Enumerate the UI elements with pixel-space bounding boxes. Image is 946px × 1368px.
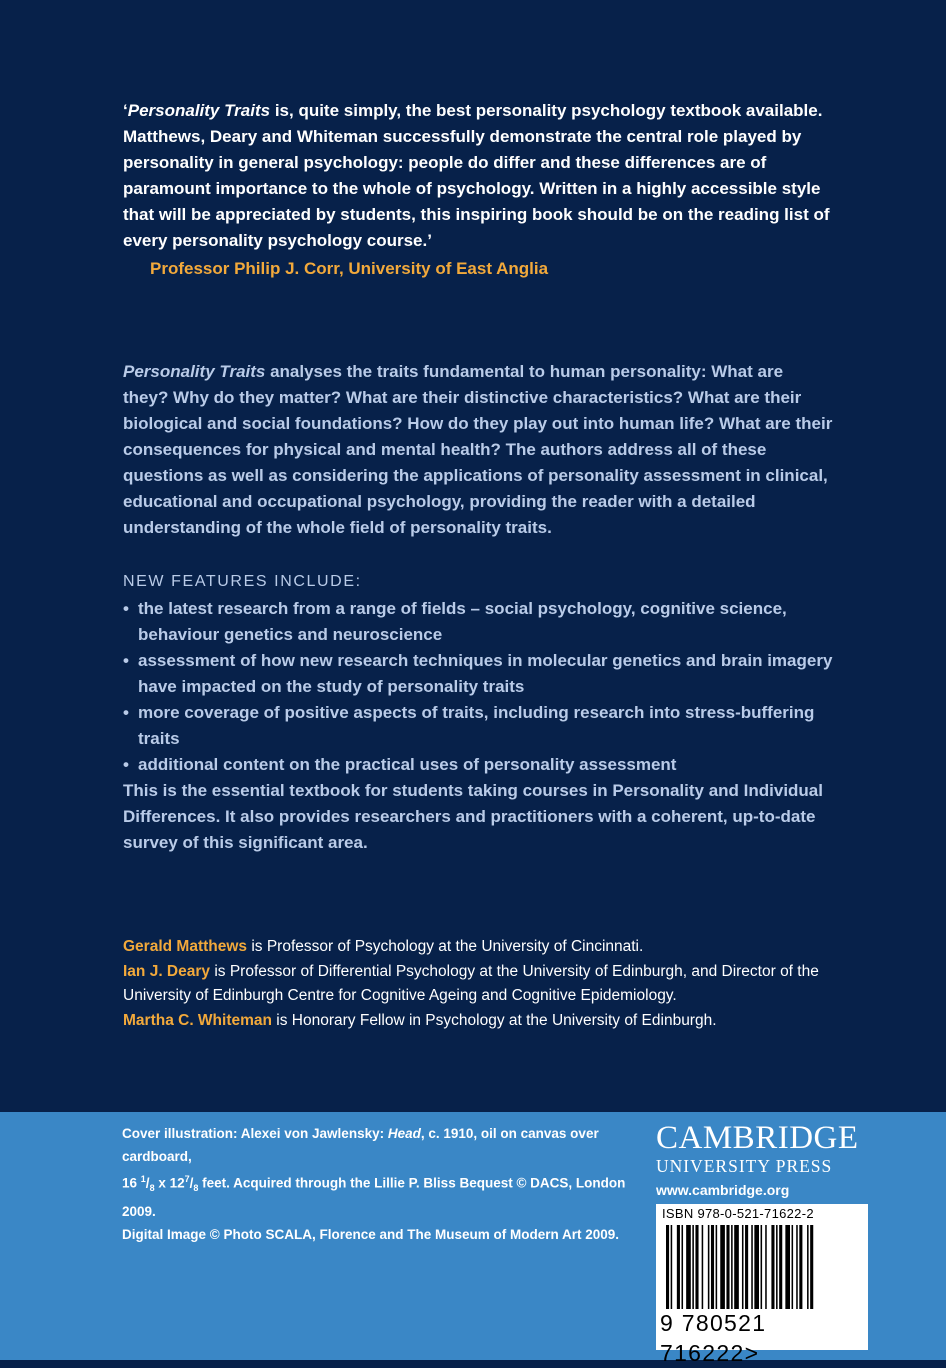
barcode-bar [720,1225,725,1309]
barcode-bar [702,1225,704,1309]
bullet-icon: • [123,703,129,722]
fraction-denominator: 8 [149,1183,155,1194]
features-list [123,596,833,778]
author-name: Martha C. Whiteman [123,1011,272,1029]
author-description: is Professor of Psychology at the University of Cincinnati. [247,938,644,955]
author-name: Gerald Matthews [123,938,248,955]
fraction-numerator: 1 [140,1174,146,1184]
barcode-bar [751,1225,753,1309]
author-description: is Professor of Differential Psychology at the University of Edinburgh, and Director of the University of Edinburgh Centre for Cognitive Ageing and Cognitive Epidemiology. [123,962,819,1004]
barcode-bar [666,1225,669,1309]
feature-text: the latest research from a range of fields – social psychology, cognitive science, behaviour genetics and neuroscience [138,599,787,644]
book-description [123,359,833,541]
publisher-logo [656,1120,876,1202]
author-bio [123,960,823,1009]
barcode-digits [660,1308,868,1368]
feature-item [123,648,833,700]
barcode-bar [726,1225,729,1309]
barcode-bar [776,1225,778,1309]
publisher-url[interactable]: www.cambridge.org [656,1182,790,1198]
author-bios [123,935,823,1033]
barcode-bar [779,1225,782,1309]
author-bio [123,935,823,960]
cover-credit [122,1122,647,1246]
barcode-bars [662,1225,862,1309]
fraction-slash: / [189,1175,194,1191]
quote-attribution: Professor Philip J. Corr, University of East Anglia [150,259,549,278]
barcode-bar [711,1225,714,1309]
publisher-name: CAMBRIDGE [656,1120,859,1156]
barcode-bar [716,1225,718,1309]
credit-height: x 12 [154,1175,185,1191]
barcode-bar [792,1225,794,1309]
bullet-icon: • [123,651,129,670]
isbn-barcode [656,1204,868,1366]
author-description: is Honorary Fellow in Psychology at the University of Edinburgh. [271,1011,717,1029]
fraction-numerator: 7 [184,1174,190,1184]
quote-text: is, quite simply, the best personality psychology textbook available. Matthews, Deary and Whiteman successfully demonstrate the central role played by personality in general psychology: people do differ and these differences are of paramount importance to the whole of psychology. Written in a highly accessible style that will be appreciated by students, this inspiring book should be on the reading list of every personality psychology course.’ [123,101,830,250]
credit-work-title: Head [387,1126,421,1141]
barcode-bar [799,1225,802,1309]
barcode-bar [807,1225,809,1309]
closing-statement [123,778,833,856]
barcode-bar [761,1225,763,1309]
feature-text: additional content on the practical uses of personality assessment [138,755,677,774]
barcode-bar [731,1225,733,1309]
fraction-slash: / [145,1175,150,1191]
feature-text: assessment of how new research techniques in molecular genetics and brain imagery have impacted on the study of personality traits [138,651,833,696]
barcode-bar [692,1225,694,1309]
credit-width: 16 [122,1175,141,1191]
barcode-bar [745,1225,748,1309]
barcode-bar [708,1225,710,1309]
feature-item [123,700,833,752]
feature-item [123,752,833,778]
endorsement-quote [123,98,833,254]
barcode-bar [734,1225,739,1309]
barcode-bar [754,1225,759,1309]
description-text: analyses the traits fundamental to human personality: What are they? Why do they matter? What are their distinctive characteristics? What are their biological and social foundations? How do they play out into human life? What are their consequences for physical and mental health? The authors address all of these questions as well as considering the applications of personality assessment in clinical, educational and occupational psychology, providing the reader with a detailed understanding of the whole field of personality traits. [123,362,833,537]
bullet-icon: • [123,599,129,618]
footer-band [0,1112,946,1366]
author-name: Ian J. Deary [123,962,211,980]
credit-text: , c. 1910, oil on canvas over cardboard, [122,1126,599,1164]
barcode-arrow: > [744,1340,760,1366]
barcode-bar [686,1225,691,1309]
barcode-bar [742,1225,744,1309]
barcode-bar [810,1225,813,1309]
bullet-icon: • [123,755,129,774]
barcode-bar [771,1225,774,1309]
isbn-label: ISBN 978-0-521-71622-2 [662,1206,814,1221]
barcode-bar [796,1225,798,1309]
barcode-bar [785,1225,790,1309]
quote-open-mark: ‘ [123,101,128,120]
credit-text: feet. Acquired through the Lillie P. Bliss Bequest © DACS, London 2009. [122,1175,626,1220]
credit-prefix: Cover illustration: Alexei von Jawlensky: [122,1126,388,1141]
feature-text: more coverage of positive aspects of traits, including research into stress-buffering traits [138,703,815,748]
barcode-bar [671,1225,673,1309]
features-heading: NEW FEATURES INCLUDE: [123,573,362,590]
feature-item [123,596,833,648]
barcode-number: 9 780521 716222 [660,1310,767,1366]
fraction-denominator: 8 [193,1183,199,1194]
quote-book-title: Personality Traits [127,101,271,120]
barcode-bar [695,1225,698,1309]
closing-text: This is the essential textbook for students taking courses in Personality and Individual Differences. It also provides researchers and practitioners with a coherent, up-to-date survey of this significant area. [123,781,823,852]
author-bio [123,1009,823,1034]
publisher-subtitle: UNIVERSITY PRESS [656,1156,833,1176]
description-book-title: Personality Traits [123,362,266,381]
barcode-bar [682,1225,684,1309]
barcode-bar [765,1225,767,1309]
barcode-bar [677,1225,680,1309]
credit-image-rights: Digital Image © Photo SCALA, Florence and The Museum of Modern Art 2009. [122,1227,620,1243]
